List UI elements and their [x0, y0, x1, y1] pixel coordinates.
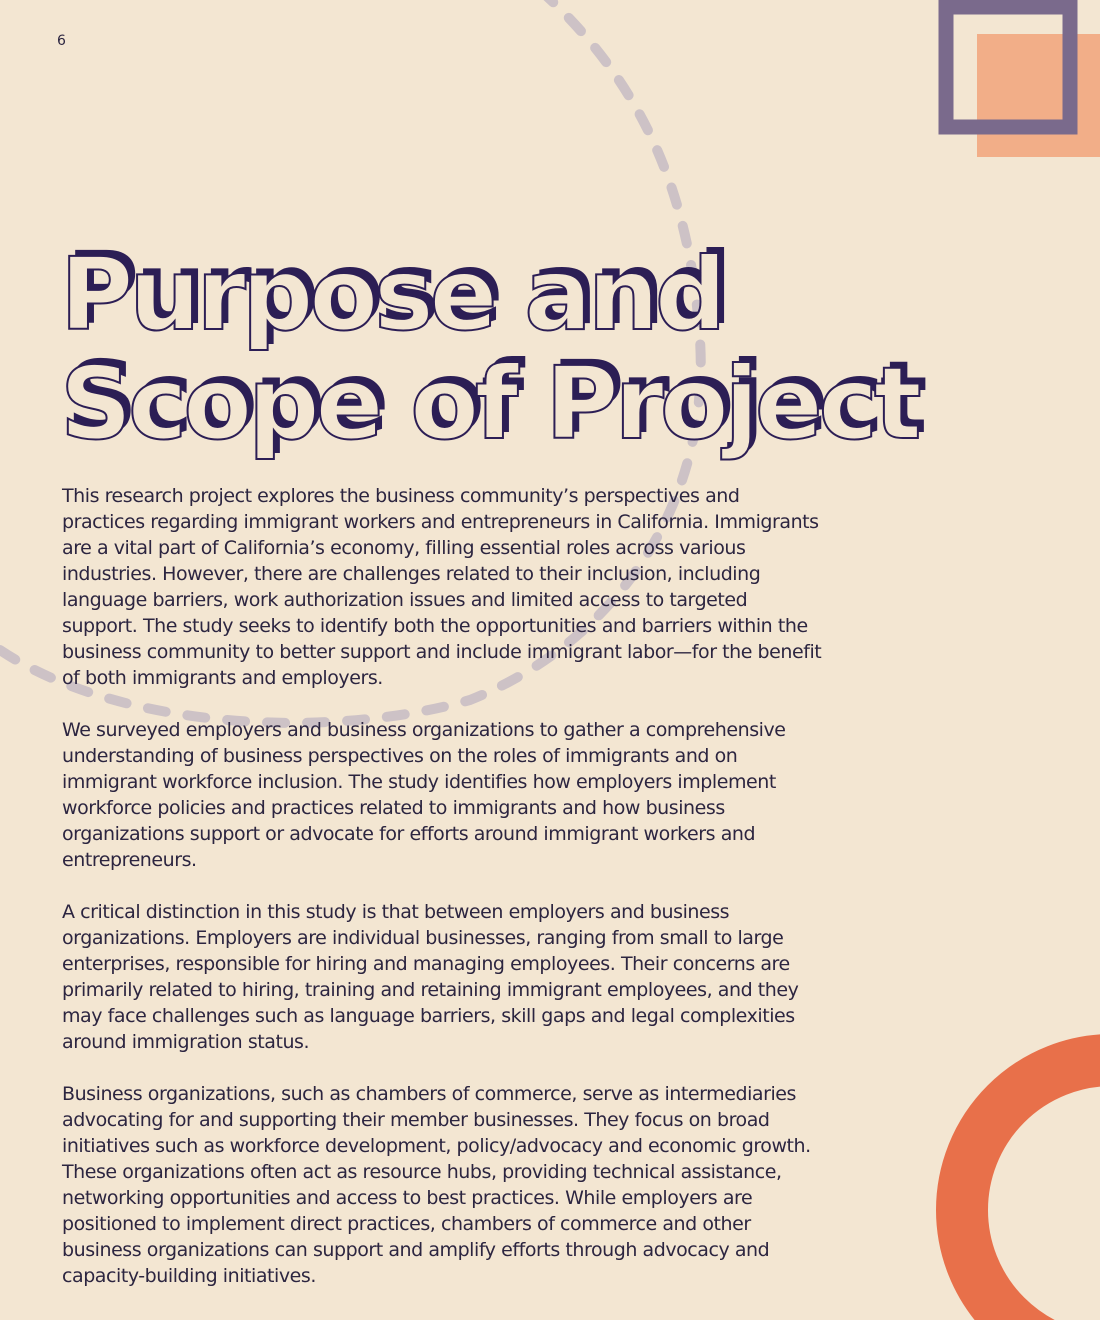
peach-square-decoration — [977, 34, 1100, 157]
body-text — [62, 483, 822, 1289]
page-title-line-1: Purpose and — [60, 236, 723, 353]
purple-square-outline-decoration — [946, 7, 1070, 127]
paragraph-business-organizations: Business organizations, such as chambers of commerce, serve as intermediaries advocating for and supporting their member businesses. They focus on broad initiatives such as workforce development, policy/advocacy and economic growth. These organizations often act as resource hubs, providing technical assistance, networking opportunities and access to best practices. While employers are positioned to implement direct practices, chambers of commerce and other business organizations can support and amplify efforts through advocacy and capacity-building initiatives. — [62, 1083, 811, 1287]
page-title — [60, 236, 918, 462]
paragraph-distinction: A critical distinction in this study is that between employers and business organizations. Employers are individual businesses, ranging from small to large enterprises, responsible for hiring and managing employees. Their concerns are primarily related to hiring, training and retaining immigrant employees, and they may face challenges such as language barriers, skill gaps and legal complexities around immigration status. — [62, 901, 799, 1053]
page-title-line-2: Scope of Project — [60, 345, 918, 462]
page-number: 6 — [57, 33, 66, 49]
orange-ring-decoration — [962, 1060, 1100, 1320]
paragraph-survey: We surveyed employers and business organizations to gather a comprehensive understanding of business perspectives on the roles of immigrants and on immigrant workforce inclusion. The study identifies how employers implement workforce policies and practices related to immigrants and how business organizations support or advocate for efforts around immigrant workers and entrepreneurs. — [62, 719, 786, 871]
paragraph-purpose: This research project explores the business community’s perspectives and practices regarding immigrant workers and entrepreneurs in California. Immigrants are a vital part of California’s economy, filling essential roles across various industries. However, there are challenges related to their inclusion, including language barriers, work authorization issues and limited access to targeted support. The study seeks to identify both the opportunities and barriers within the business community to better support and include immigrant labor—for the benefit of both immigrants and employers. — [62, 485, 822, 689]
